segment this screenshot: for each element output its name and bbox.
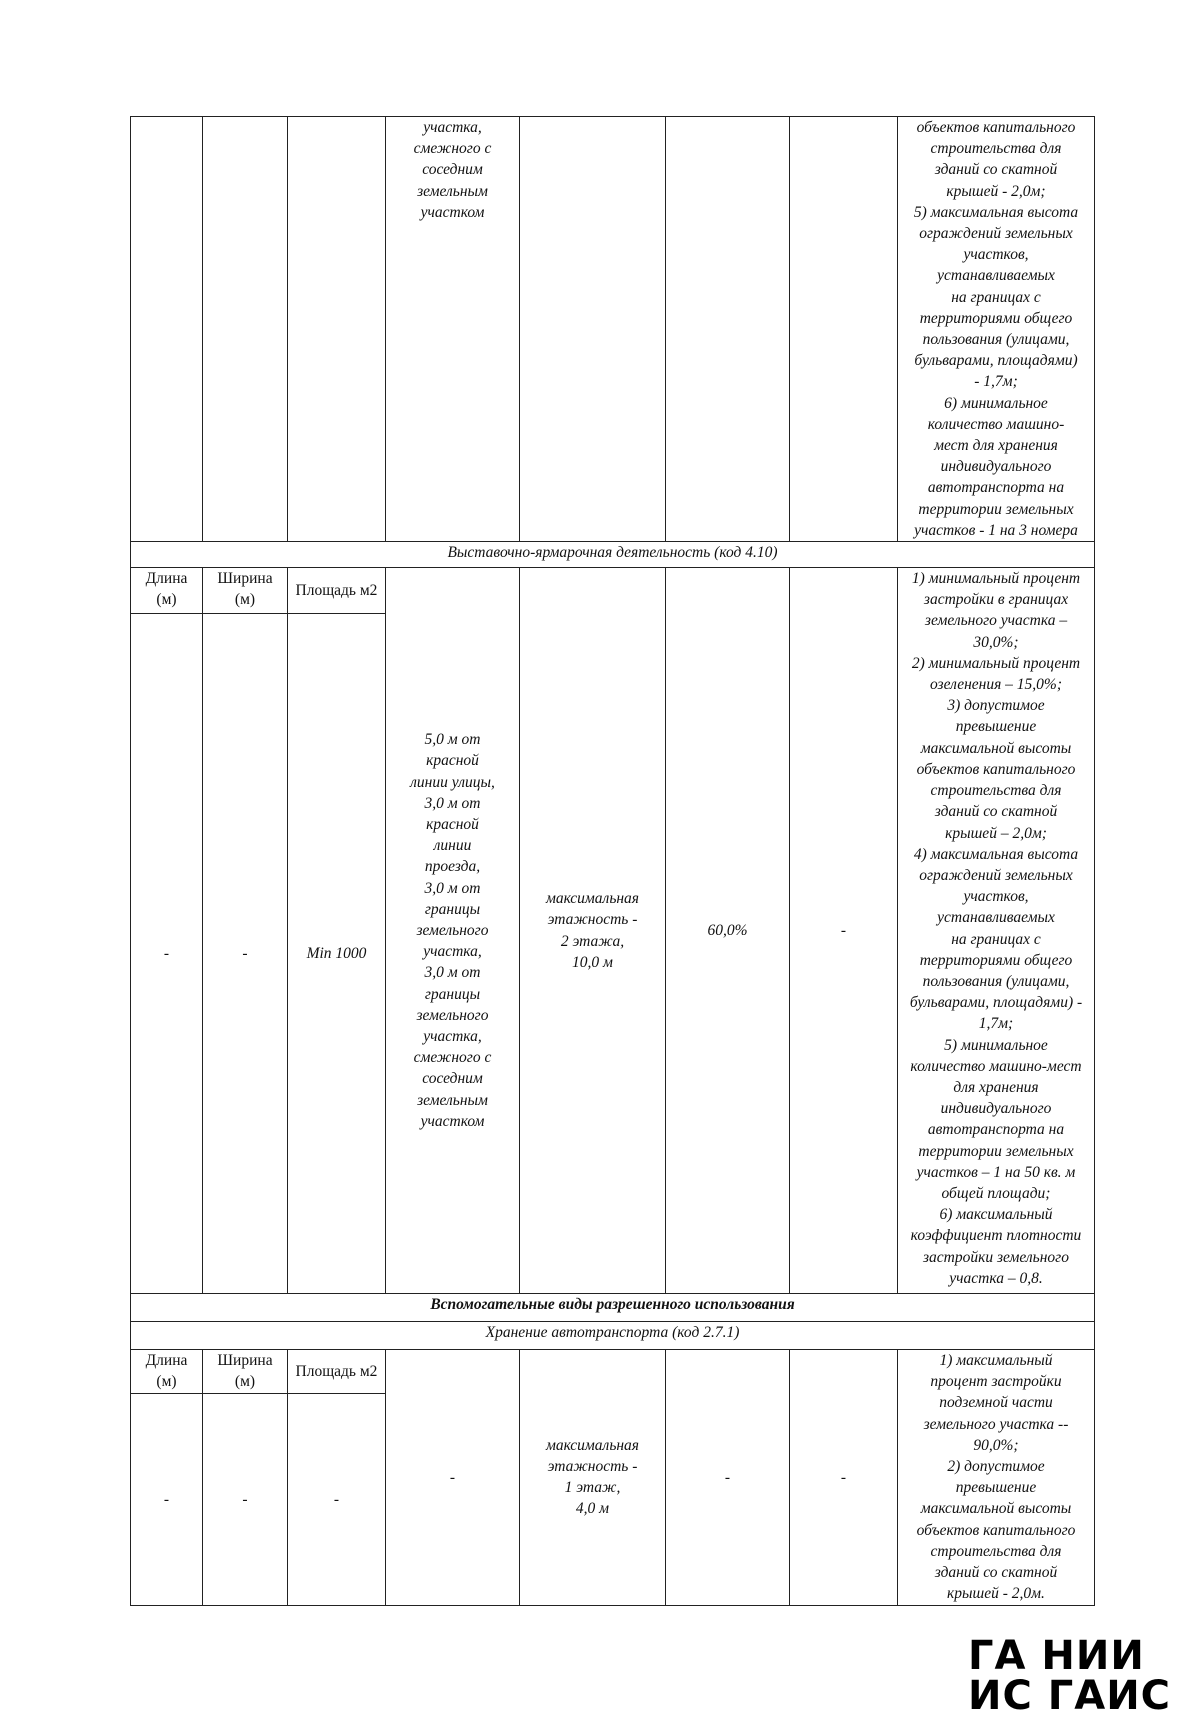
auxiliary-heading: Вспомогательные виды разрешенного использования	[131, 1294, 1095, 1322]
exhibition-header-row	[131, 568, 1095, 614]
cell-empty	[203, 117, 288, 542]
section-title-row	[131, 1322, 1095, 1350]
area-value: -	[288, 1393, 386, 1605]
length-value: -	[131, 1393, 203, 1605]
coverage-cell: 60,0%	[666, 568, 790, 1294]
section-title-row	[131, 542, 1095, 568]
cell-empty	[520, 117, 666, 542]
cell-empty	[288, 117, 386, 542]
params-text-continued: объектов капитального строительства для зданий со скатной крышей - 2,0м; 5) максимальная высота ограждений земельных участков, устанавливаемых на границах с территориями общего пользования (улицами, бульварами, площадями) - 1,7м; 6) минимальное количество машино- мест для хранения индивидуального автотранспорта на территории земельных участков - 1 на 3 номера	[898, 117, 1095, 542]
land-use-regulations-table	[130, 116, 1095, 1606]
cell-empty	[790, 117, 898, 542]
params-cell: 1) максимальный процент застройки подземной части земельного участка -- 90,0%; 2) допустимое превышение максимальной высоты объектов капитального строительства для зданий со скатной крышей - 2,0м.	[898, 1350, 1095, 1605]
header-area: Площадь м2	[288, 568, 386, 614]
header-area: Площадь м2	[288, 1350, 386, 1394]
section-title-parking: Хранение автотранспорта (код 2.7.1)	[131, 1322, 1095, 1350]
cell-empty	[131, 117, 203, 542]
area-value: Min 1000	[288, 614, 386, 1294]
header-length: Длина (м)	[131, 1350, 203, 1394]
setbacks-cell: -	[386, 1350, 520, 1605]
header-width: Ширина (м)	[203, 568, 288, 614]
header-width: Ширина (м)	[203, 1350, 288, 1394]
width-value: -	[203, 1393, 288, 1605]
header-length: Длина (м)	[131, 568, 203, 614]
parking-header-row	[131, 1350, 1095, 1394]
section-title-exhibition: Выставочно-ярмарочная деятельность (код 4.10)	[131, 542, 1095, 568]
length-value: -	[131, 614, 203, 1294]
col7-cell: -	[790, 1350, 898, 1605]
coverage-cell: -	[666, 1350, 790, 1605]
width-value: -	[203, 614, 288, 1294]
params-cell: 1) минимальный процент застройки в границах земельного участка – 30,0%; 2) минимальный процент озеленения – 15,0%; 3) допустимое превышение максимальной высоты объектов капитального строительства для зданий со скатной крышей – 2,0м; 4) максимальная высота ограждений земельных участков, устанавливаемых на границах с территориями общего пользования (улицами, бульварами, площадями) - 1,7м; 5) минимальное количество машино-мест для хранения индивидуального автотранспорта на территории земельных участков – 1 на 50 кв. м общей площади; 6) максимальный коэффициент плотности застройки земельного участка – 0,8.	[898, 568, 1095, 1294]
setback-text-continued: участка, смежного с соседним земельным участком	[386, 117, 520, 542]
auxiliary-heading-row	[131, 1294, 1095, 1322]
cell-empty	[666, 117, 790, 542]
floors-cell: максимальная этажность - 1 этаж, 4,0 м	[520, 1350, 666, 1605]
logo-line-1: ГА НИИ	[968, 1633, 1145, 1679]
setbacks-cell: 5,0 м от красной линии улицы, 3,0 м от красной линии проезда, 3,0 м от границы земельного участка, 3,0 м от границы земельного участка, смежного с соседним земельным участком	[386, 568, 520, 1294]
organization-logo	[968, 1633, 1172, 1719]
col7-cell: -	[790, 568, 898, 1294]
floors-cell: максимальная этажность - 2 этажа, 10,0 м	[520, 568, 666, 1294]
continuation-row	[131, 117, 1095, 542]
logo-line-2: ИС ГАИС	[968, 1673, 1172, 1719]
